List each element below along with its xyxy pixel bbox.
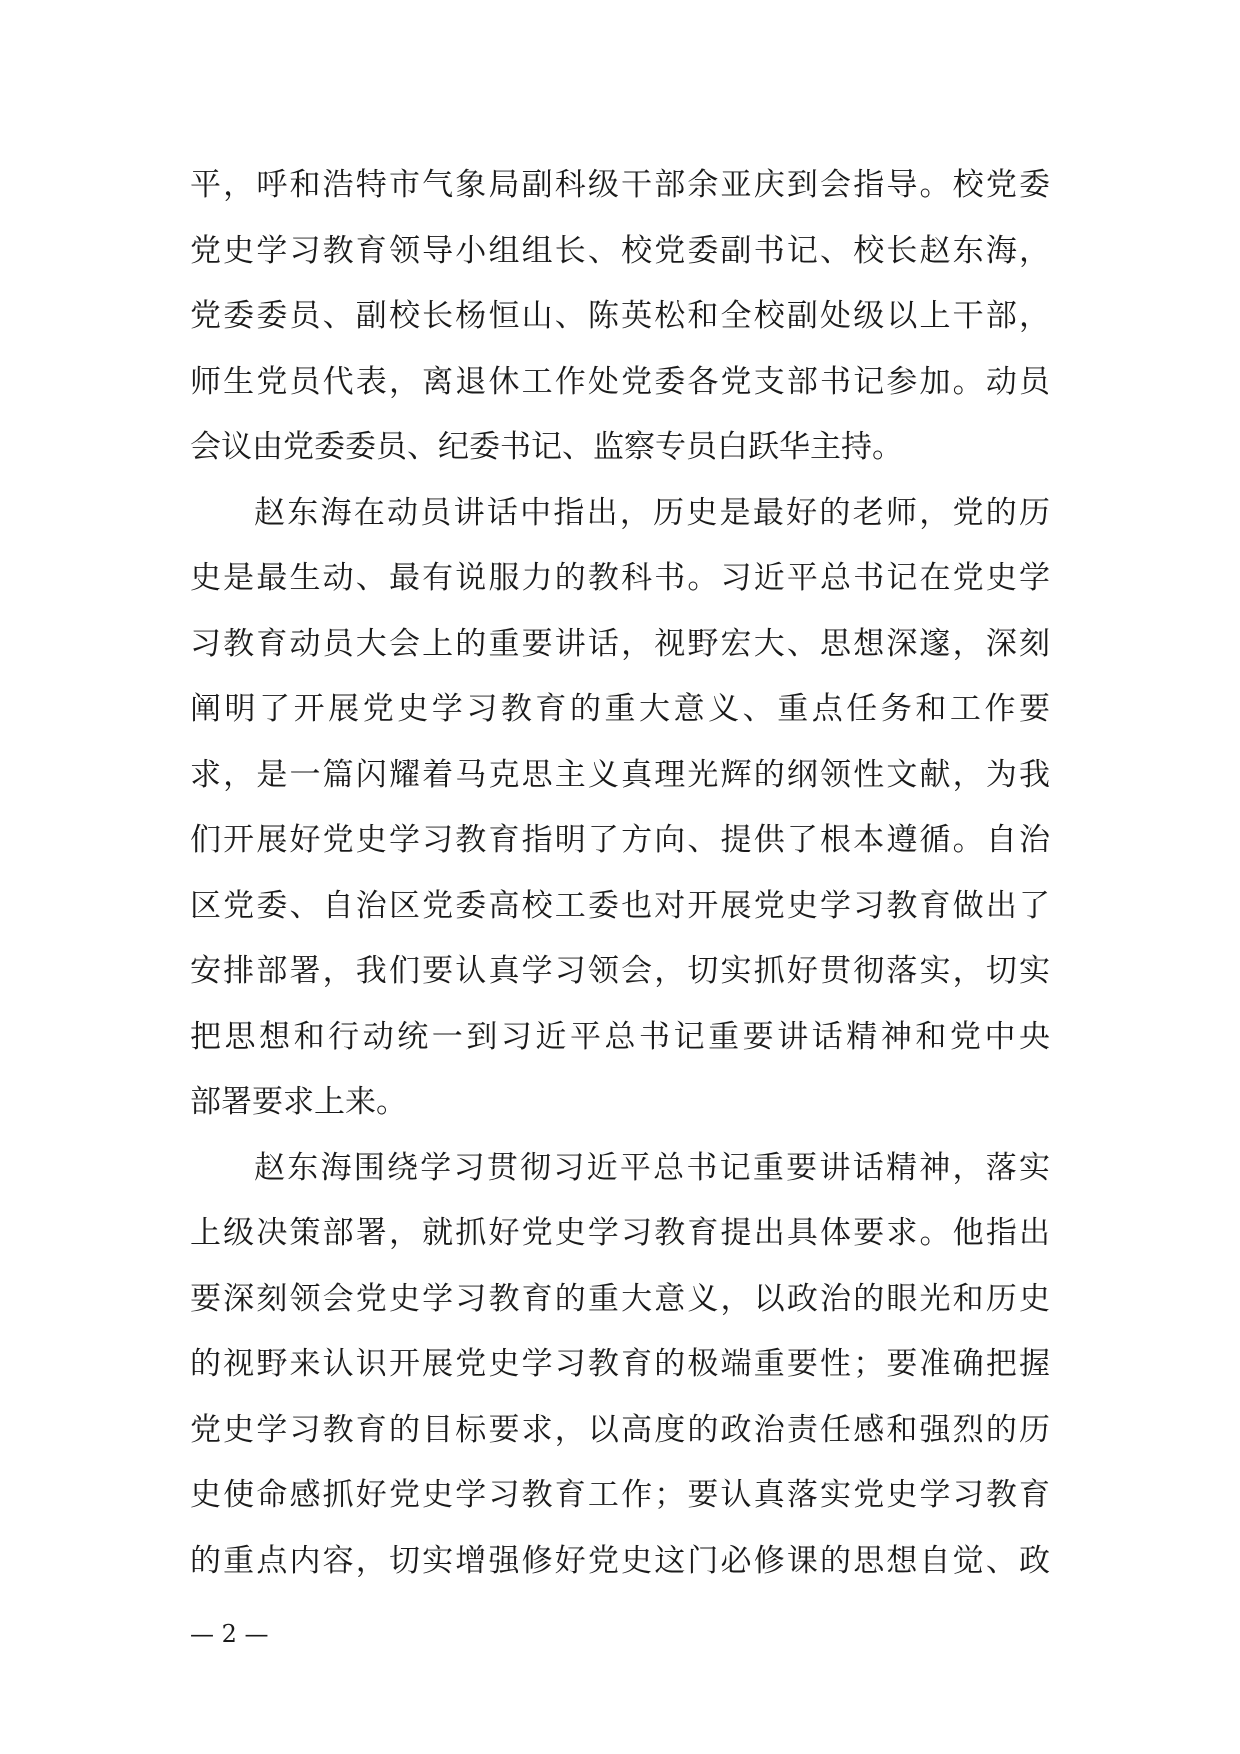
text-line: 阐明了开展党史学习教育的重大意义、重点任务和工作要 — [190, 691, 1050, 727]
text-line: 党史学习教育领导小组组长、校党委副书记、校长赵东海， — [190, 232, 1050, 269]
text-line: 部署要求上来。 — [190, 1084, 407, 1120]
page-number: — 2 — — [190, 1620, 269, 1648]
text-line: 的视野来认识开展党史学习教育的极端重要性；要准确把握 — [190, 1346, 1050, 1382]
text-line: 安排部署，我们要认真学习领会，切实抓好贯彻落实，切实 — [190, 953, 1050, 989]
body-text — [190, 153, 1050, 1594]
text-line: 平，呼和浩特市气象局副科级干部余亚庆到会指导。校党委 — [190, 167, 1050, 203]
text-line: 习教育动员大会上的重要讲话，视野宏大、思想深邃，深刻 — [190, 625, 1050, 662]
paragraph-1 — [190, 153, 1050, 481]
text-line: 师生党员代表，离退休工作处党委各党支部书记参加。动员 — [190, 363, 1050, 400]
text-line: 会议由党委委员、纪委书记、监察专员白跃华主持。 — [190, 429, 903, 465]
text-line: 史是最生动、最有说服力的教科书。习近平总书记在党史学 — [190, 560, 1050, 596]
text-line: 区党委、自治区党委高校工委也对开展党史学习教育做出了 — [190, 887, 1050, 924]
paragraph-3 — [190, 1136, 1050, 1595]
text-line: 赵东海在动员讲话中指出，历史是最好的老师，党的历 — [254, 494, 1050, 531]
text-line: 党委委员、副校长杨恒山、陈英松和全校副处级以上干部， — [190, 298, 1050, 334]
paragraph-2 — [190, 481, 1050, 1136]
text-line: 赵东海围绕学习贯彻习近平总书记重要讲话精神，落实 — [254, 1149, 1050, 1186]
text-line: 们开展好党史学习教育指明了方向、提供了根本遵循。自治 — [190, 822, 1050, 858]
text-line: 党史学习教育的目标要求，以高度的政治责任感和强烈的历 — [190, 1411, 1050, 1448]
text-line: 上级决策部署，就抓好党史学习教育提出具体要求。他指出 — [190, 1215, 1050, 1251]
text-line: 把思想和行动统一到习近平总书记重要讲话精神和党中央 — [190, 1018, 1050, 1055]
text-line: 求，是一篇闪耀着马克思主义真理光辉的纲领性文献，为我 — [190, 756, 1050, 793]
text-line: 的重点内容，切实增强修好党史这门必修课的思想自觉、政 — [190, 1542, 1050, 1579]
text-line: 要深刻领会党史学习教育的重大意义，以政治的眼光和历史 — [190, 1280, 1050, 1317]
text-line: 史使命感抓好党史学习教育工作；要认真落实党史学习教育 — [190, 1477, 1050, 1513]
